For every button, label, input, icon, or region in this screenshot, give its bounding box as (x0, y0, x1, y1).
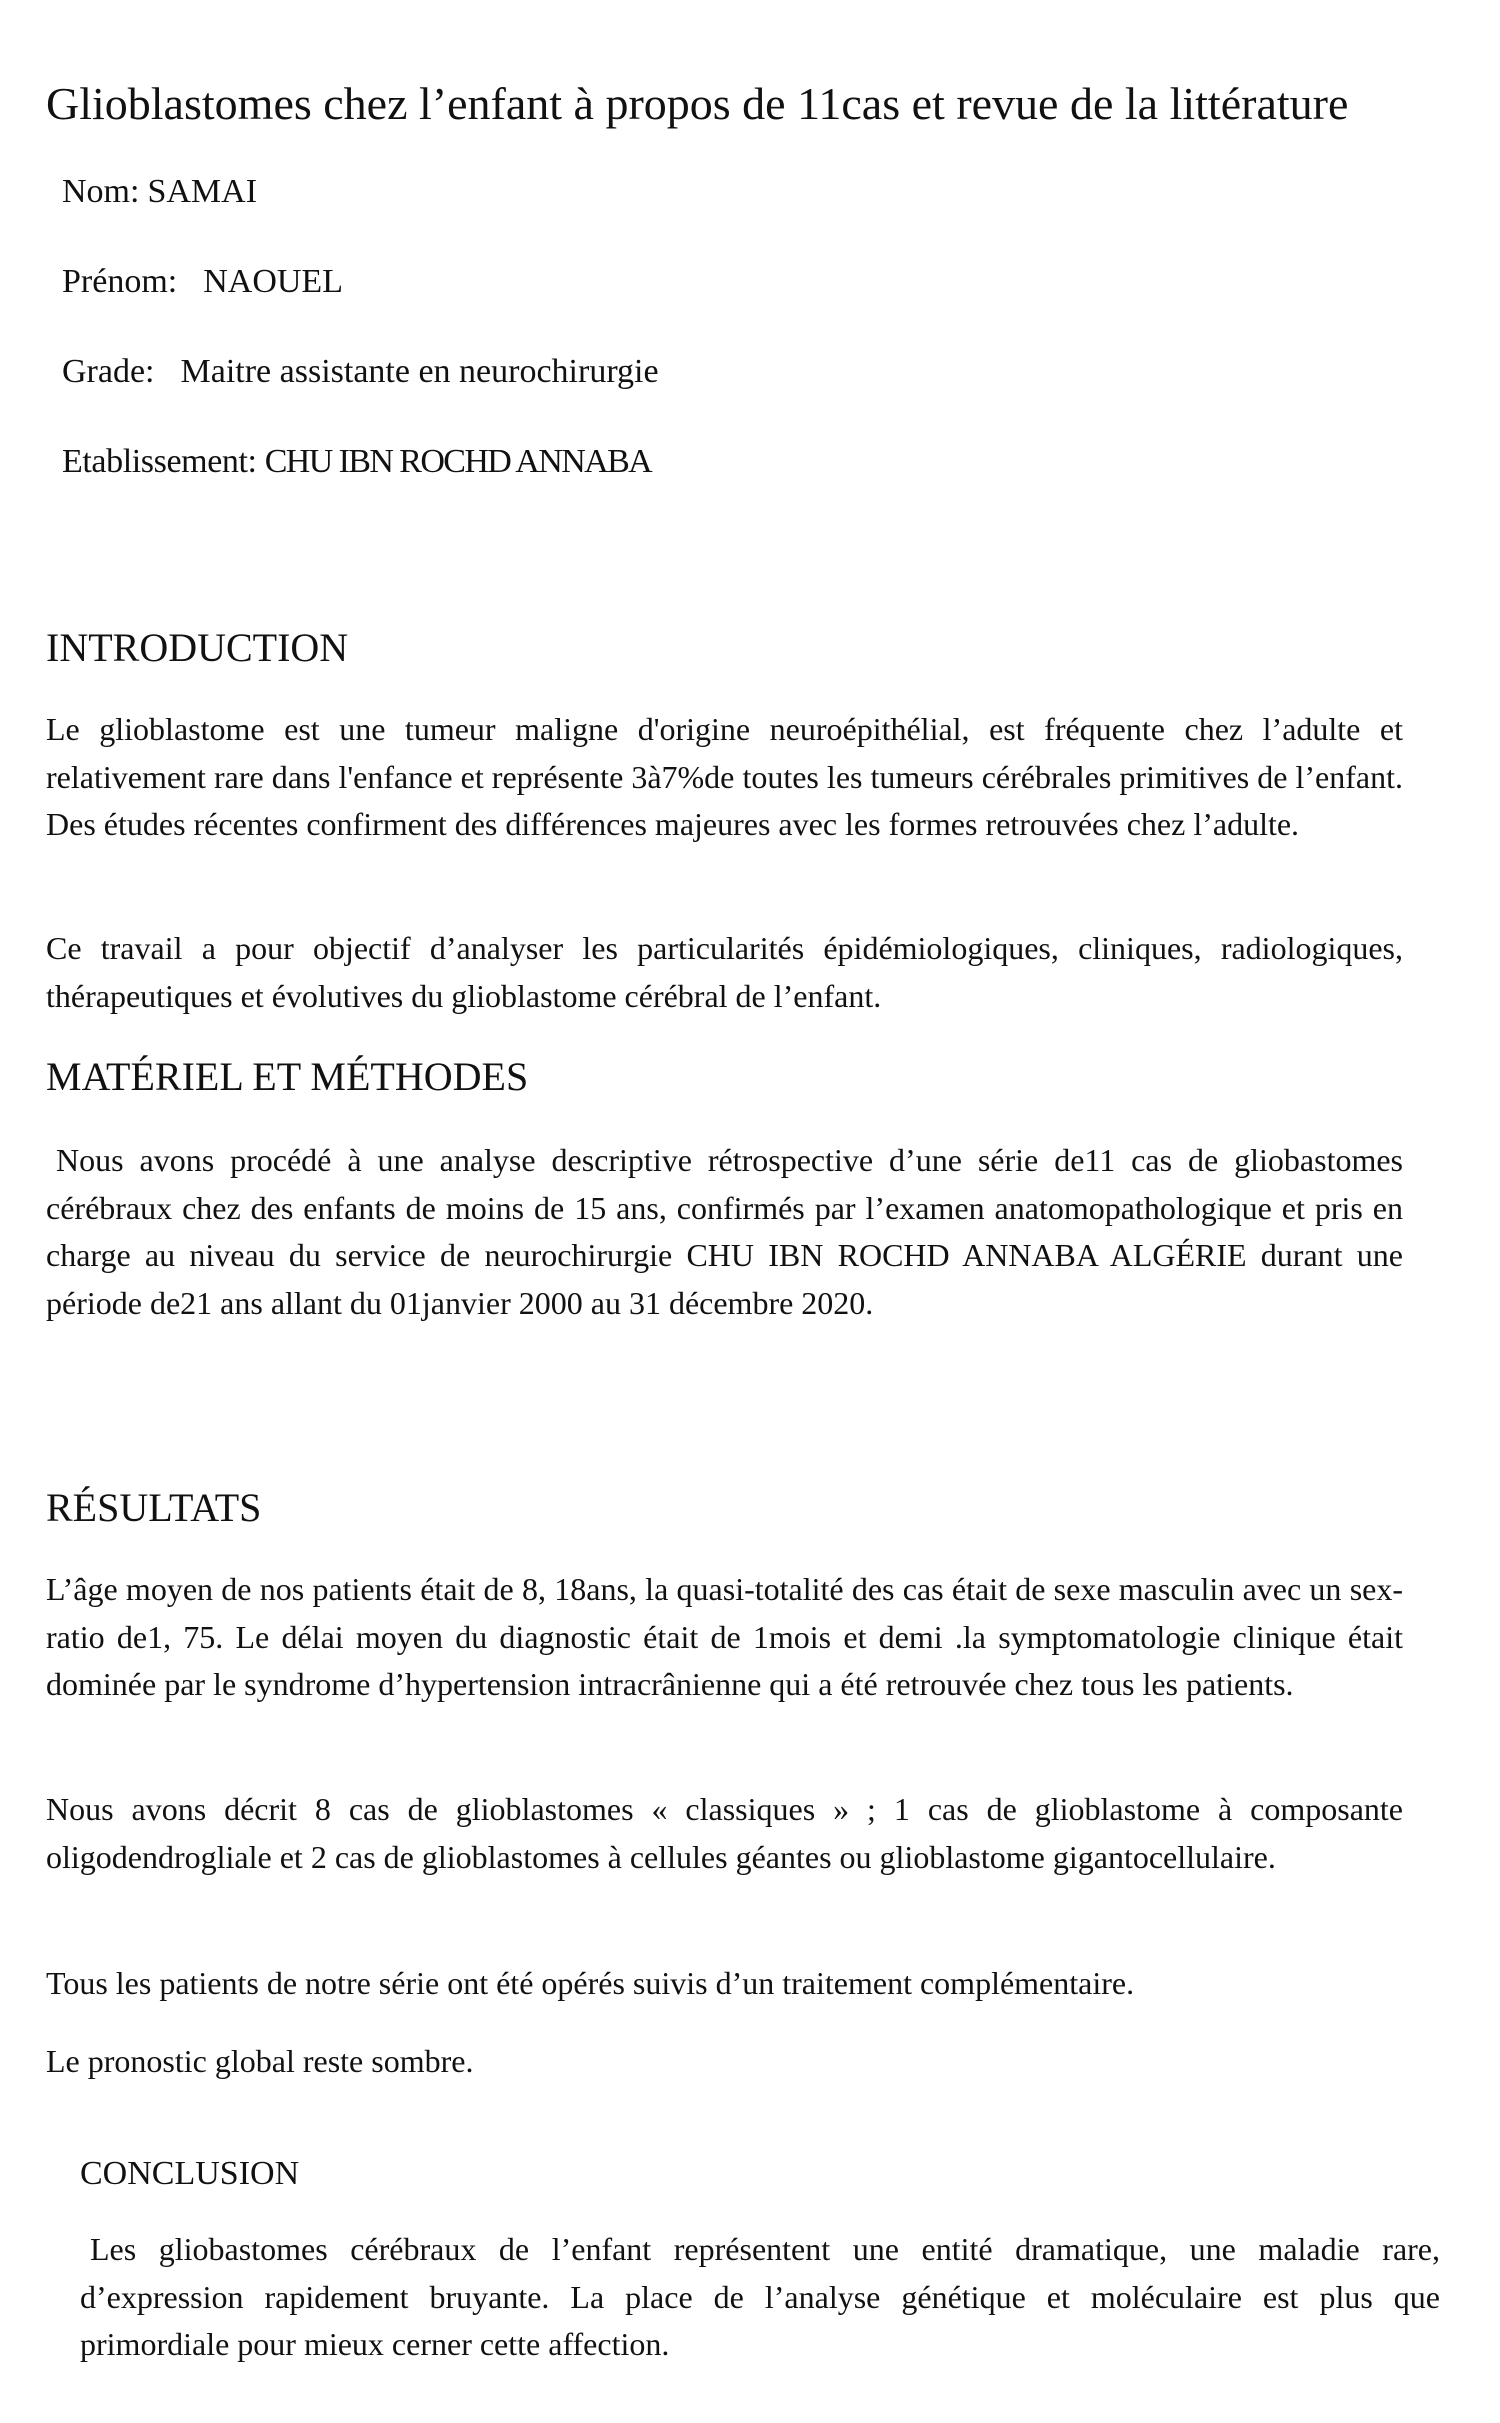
document-title: Glioblastomes chez l’enfant à propos de 11cas et revue de la littérature (46, 78, 1349, 129)
introduction-paragraph-2: Ce travail a pour objectif d’analyser les particularités épidémiologiques, cliniques, radiologiques, thérapeutiques et évolutives du glioblastome cérébral de l’enfant. (46, 930, 1403, 1014)
results-paragraph-2: Nous avons décrit 8 cas de glioblastomes « classiques » ; 1 cas de glioblastome à composante oligodendrogliale et 2 cas de glioblastomes à cellules géantes ou glioblastome gigantocellulaire. (46, 1791, 1403, 1875)
etab-value: CHU IBN ROCHD ANNABA (264, 443, 652, 480)
results-paragraph-1: L’âge moyen de nos patients était de 8, 18ans, la quasi-totalité des cas était de sexe masculin avec un sex-ratio de1, 75. Le délai moyen du diagnostic était de 1mois et demi .la symptomatologie clinique était dominée par le syndrome d’hypertension intracrânienne qui a été retrouvée chez tous les patients. (46, 1571, 1403, 1702)
results-paragraph-4: Le pronostic global reste sombre. (46, 2043, 474, 2079)
nom-label: Nom: (62, 173, 140, 210)
grade-value: Maitre assistante en neurochirurgie (180, 353, 659, 390)
author-firstname-line (62, 262, 343, 302)
introduction-paragraph-1: Le glioblastome est une tumeur maligne d'origine neuroépithélial, est fréquente chez l’adulte et relativement rare dans l'enfance et représente 3à7%de toutes les tumeurs cérébrales primitives de l’enfant. Des études récentes confirment des différences majeures avec les formes retrouvées chez l’adulte. (46, 711, 1403, 842)
conclusion-heading: CONCLUSION (80, 2155, 300, 2192)
prenom-label: Prénom: (62, 263, 178, 300)
prenom-value: NAOUEL (203, 263, 343, 300)
results-paragraph-3: Tous les patients de notre série ont été opérés suivis d’un traitement complémentaire. (46, 1965, 1135, 2001)
author-name-line (62, 172, 257, 212)
methods-heading: MATÉRIEL ET MÉTHODES (46, 1054, 529, 1099)
results-heading: RÉSULTATS (46, 1485, 262, 1530)
nom-value: SAMAI (147, 173, 258, 210)
author-institution-line (62, 442, 651, 482)
introduction-heading: INTRODUCTION (46, 625, 349, 670)
conclusion-paragraph: Les gliobastomes cérébraux de l’enfant représentent une entité dramatique, une maladie rare, d’expression rapidement bruyante. La place de l’analyse génétique et moléculaire est plus que primordiale pour mieux cerner cette affection. (80, 2231, 1440, 2362)
author-grade-line (62, 352, 659, 392)
grade-label: Grade: (62, 353, 155, 390)
methods-paragraph: Nous avons procédé à une analyse descriptive rétrospective d’une série de11 cas de gliobastomes cérébraux chez des enfants de moins de 15 ans, confirmés par l’examen anatomopathologique et pris en charge au niveau du service de neurochirurgie CHU IBN ROCHD ANNABA ALGÉRIE durant une période de21 ans allant du 01janvier 2000 au 31 décembre 2020. (46, 1142, 1403, 1321)
etab-label: Etablissement: (62, 443, 257, 480)
